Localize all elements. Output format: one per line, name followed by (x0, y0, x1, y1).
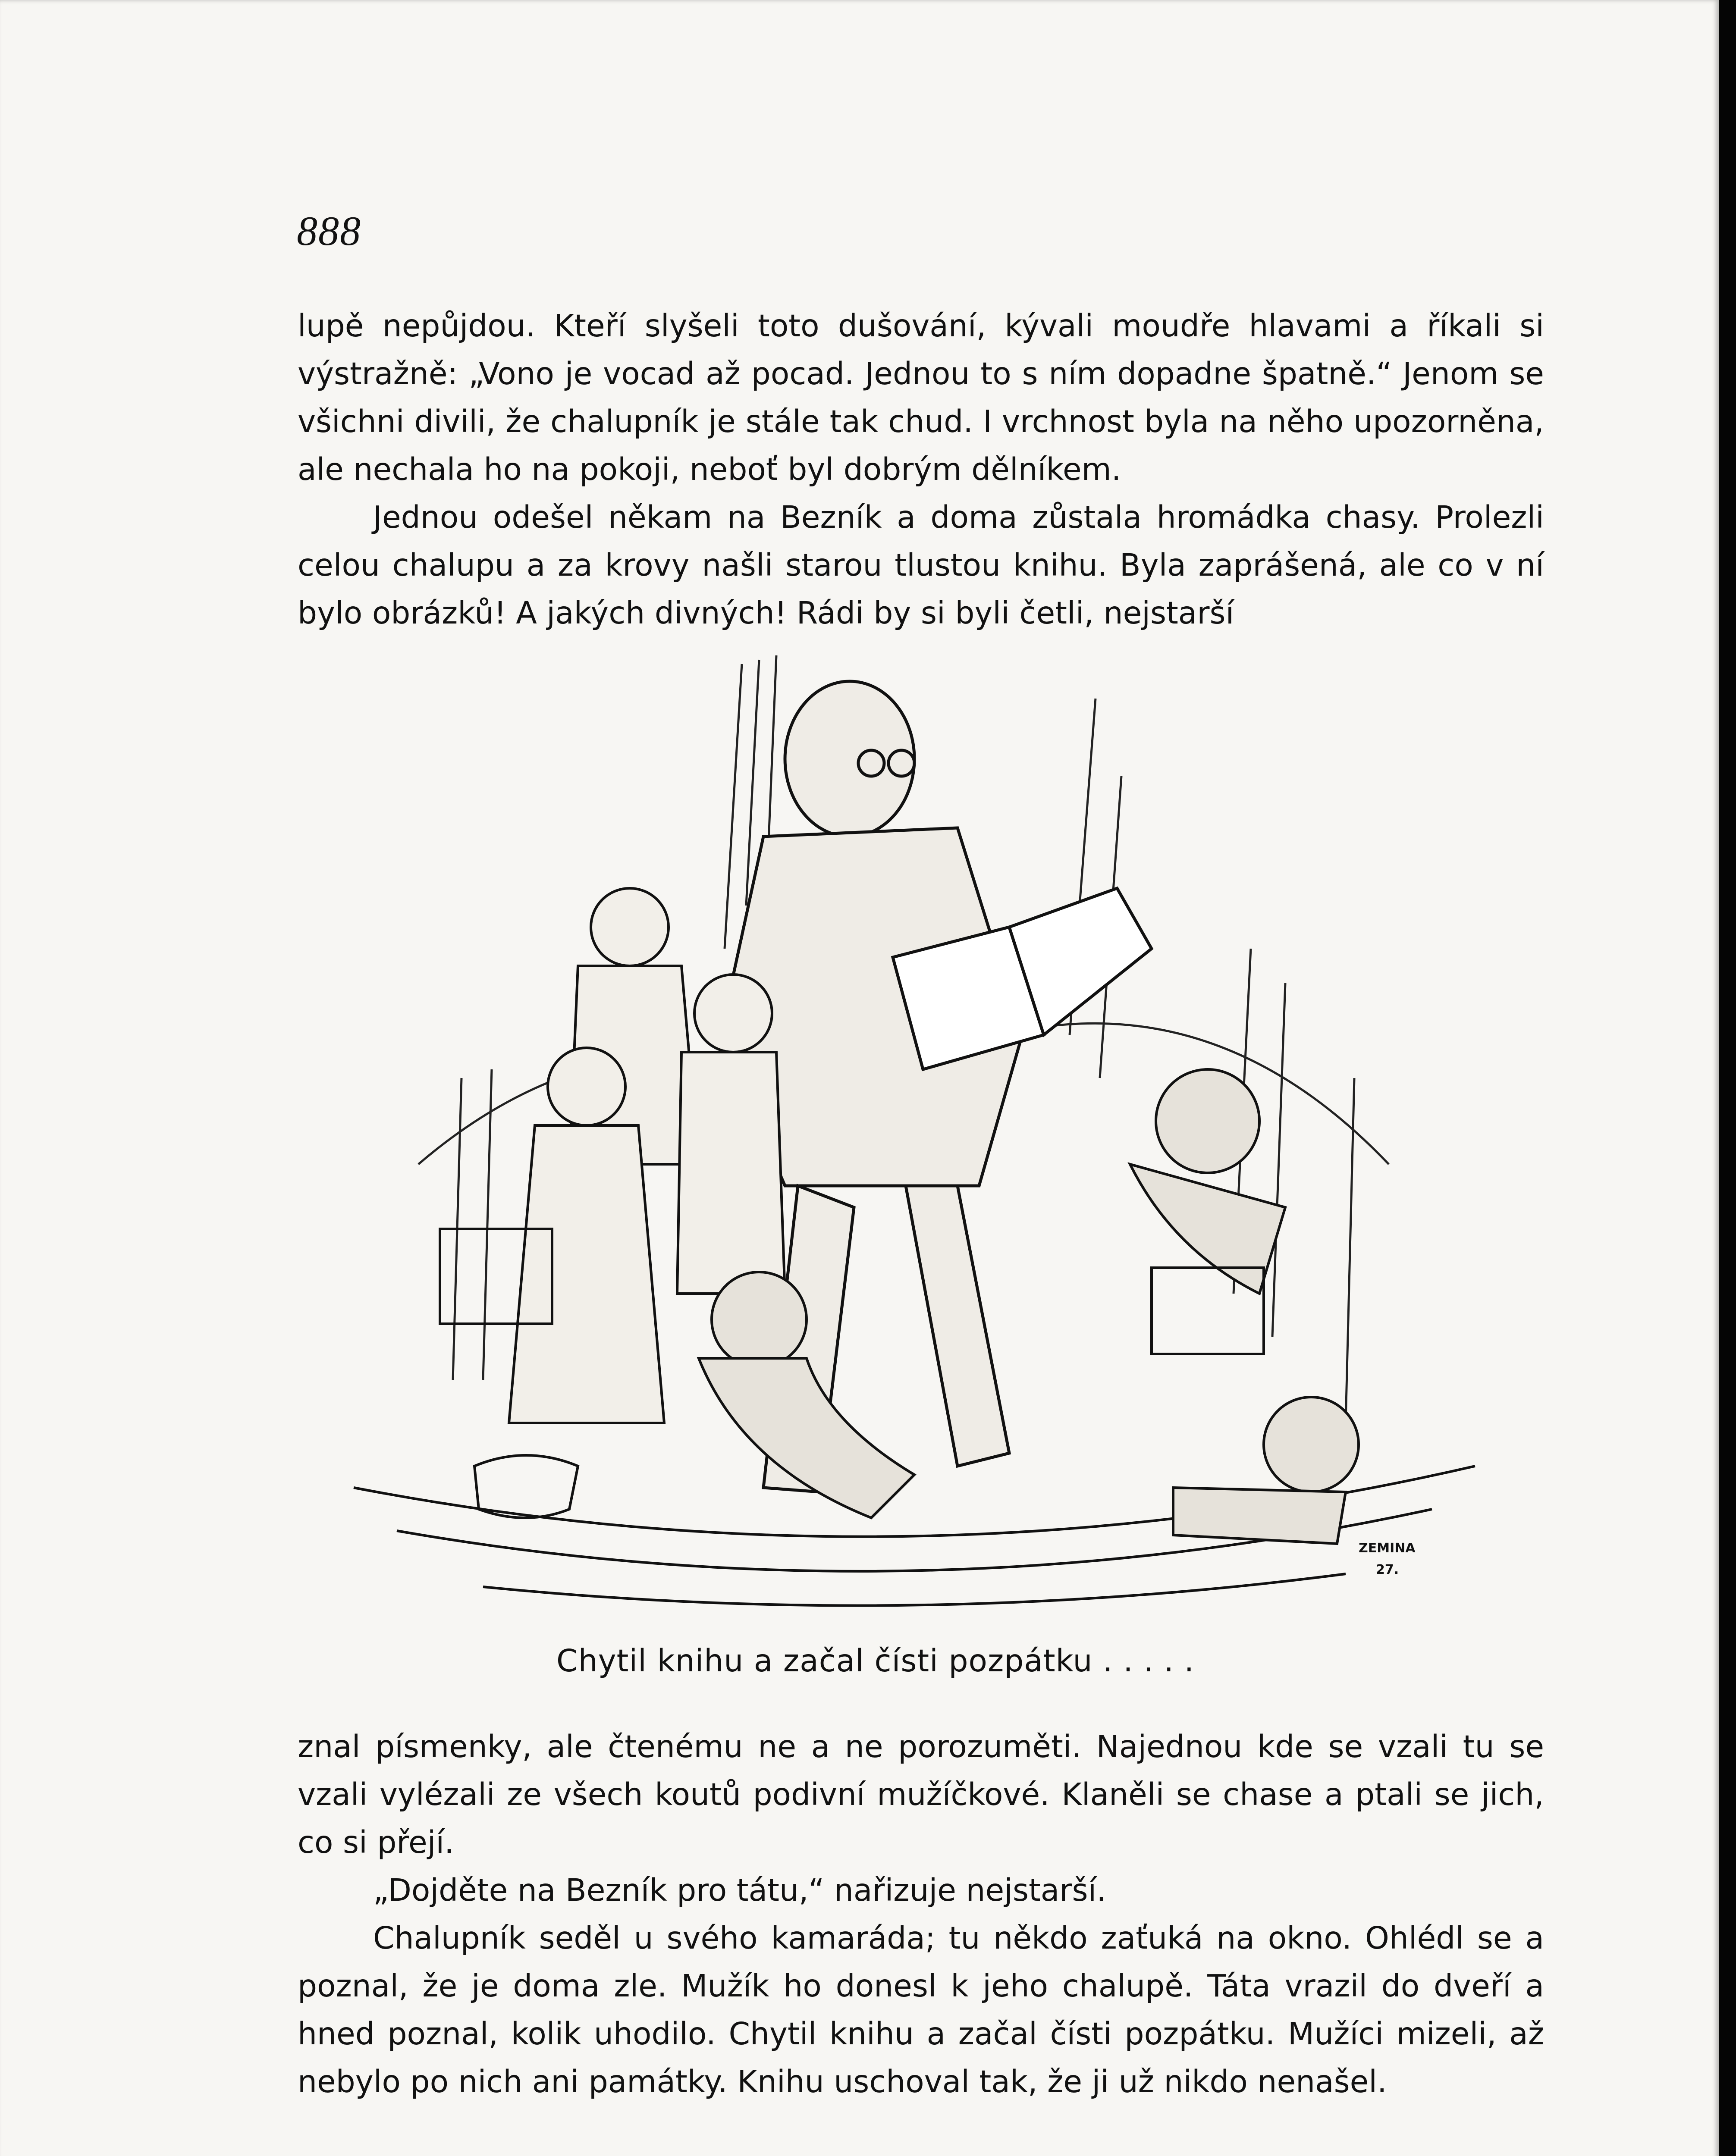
illustration (311, 647, 1518, 1630)
illustration-caption: Chytil knihu a začal čísti pozpátku . . . . . (556, 1643, 1195, 1679)
text-block-bottom (298, 1723, 1544, 2106)
paragraph: Jednou odešel někam na Bezník a doma zůstala hromádka chasy. Prolezli celou chalupu a za krovy našli starou tlustou knihu. Byla zaprášená, ale co v ní bylo obrázků! A jakých divných! Rádi by si byli četli, nejstarší (298, 499, 1544, 631)
page-number: 888 (297, 208, 361, 254)
paragraph: „Dojděte na Bezník pro tátu,“ nařizuje nejstarší. (373, 1872, 1106, 1908)
text-block-top (298, 302, 1544, 637)
signature-name: ZEMINA (1359, 1541, 1416, 1556)
scan-edge (1719, 0, 1736, 2156)
paragraph: lupě nepůjdou. Kteří slyšeli toto dušování, kývali moudře hlavami a říkali si výstražně: „Vono je vocad až pocad. Jednou to s ním dopadne špatně.“ Jenom se všichni divili, že chalupník je stále tak chud. I vrchnost byla na něho upozorněna, ale nechala ho na pokoji, neboť byl dobrým dělníkem. (298, 308, 1544, 487)
paragraph: znal písmenky, ale čtenému ne a ne porozuměti. Najednou kde se vzali tu se vzali vylézali ze všech koutů podivní mužíčkové. Klaněli se chase a ptali se jich, co si přejí. (298, 1729, 1544, 1860)
signature (1359, 1541, 1416, 1577)
signature-year: 27. (1376, 1562, 1399, 1577)
paragraph: Chalupník seděl u svého kamaráda; tu někdo zaťuká na okno. Ohlédl se a poznal, že je doma zle. Mužík ho donesl k jeho chalupě. Táta vrazil do dveří a hned poznal, kolik uhodilo. Chytil knihu a začal čísti pozpátku. Mužíci mizeli, až nebylo po nich ani památky. Knihu uschoval tak, že ji už nikdo nenašel. (298, 1920, 1544, 2100)
